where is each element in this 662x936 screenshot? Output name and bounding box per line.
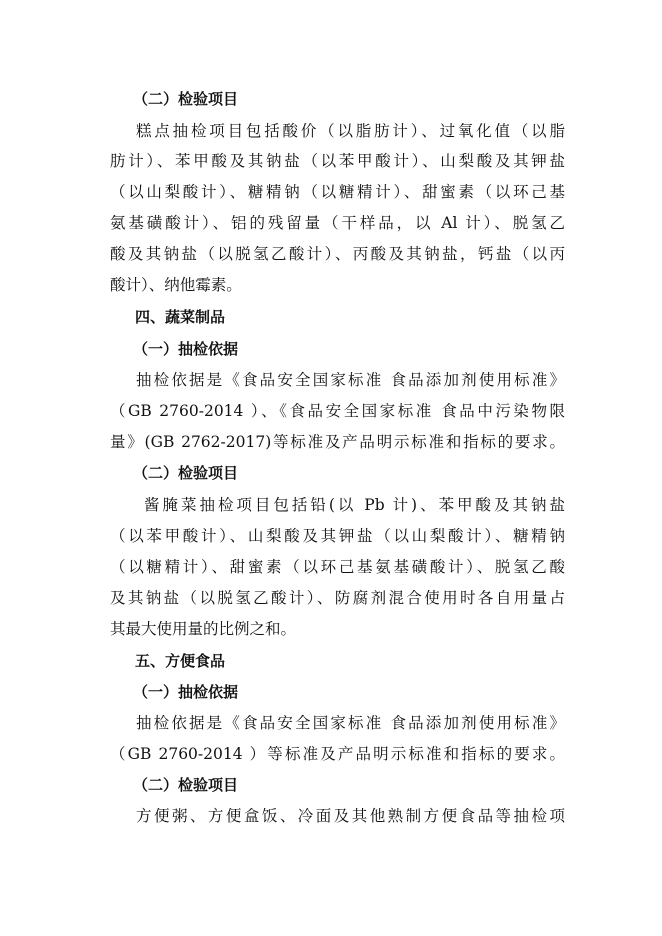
section-5-basis-heading: （一）抽检依据 xyxy=(133,683,239,701)
paragraph-line: 酸计）、纳他霉素。 xyxy=(110,276,242,294)
paragraph-line: 肪计）、苯甲酸及其钠盐（以苯甲酸计）、山梨酸及其钾盐 xyxy=(110,152,565,170)
paragraph-line: 酱腌菜抽检项目包括铅(以 Pb 计)、苯甲酸及其钠盐 xyxy=(144,496,565,514)
paragraph-line: （以山梨酸计）、糖精钠（以糖精计）、甜蜜素（以环己基 xyxy=(110,183,565,201)
paragraph-line: （GB 2760-2014 ）、《食品安全国家标准 食品中污染物限 xyxy=(110,402,565,420)
paragraph-line: 及其钠盐（以脱氢乙酸计）、防腐剂混合使用时各自用量占 xyxy=(110,589,565,607)
paragraph-line: （以糖精计）、甜蜜素（以环己基氨基磺酸计）、脱氢乙酸 xyxy=(110,558,565,576)
section-5-items-heading: （二）检验项目 xyxy=(133,776,239,794)
paragraph-line: 抽检依据是《食品安全国家标准 食品添加剂使用标准》 xyxy=(136,371,565,389)
section-4-title: 四、蔬菜制品 xyxy=(135,308,226,326)
section-5-title: 五、方便食品 xyxy=(135,652,226,670)
section-4-items-heading: （二）检验项目 xyxy=(133,464,239,482)
paragraph-line: 酸及其钠盐（以脱氢乙酸计）、丙酸及其钠盐，钙盐（以丙 xyxy=(110,245,565,263)
paragraph-line: 抽检依据是《食品安全国家标准 食品添加剂使用标准》 xyxy=(136,714,565,732)
paragraph-line: （以苯甲酸计）、山梨酸及其钾盐（以山梨酸计）、糖精钠 xyxy=(110,527,565,545)
paragraph-line: （GB 2760-2014 ）等标准及产品明示标准和指标的要求。 xyxy=(110,745,565,763)
paragraph-line: 方便粥、方便盒饭、冷面及其他熟制方便食品等抽检项 xyxy=(136,807,565,825)
section-3-items-heading: （二）检验项目 xyxy=(133,90,239,108)
paragraph-line: 其最大使用量的比例之和。 xyxy=(110,620,297,638)
section-4-basis-heading: （一）抽检依据 xyxy=(133,340,239,358)
paragraph-line: 量》(GB 2762-2017)等标准及产品明示标准和指标的要求。 xyxy=(110,433,565,451)
paragraph-line: 氨基磺酸计）、铝的残留量（干样品，以 Al 计）、脱氢乙 xyxy=(110,214,565,232)
paragraph-line: 糕点抽检项目包括酸价（以脂肪计）、过氧化值（以脂 xyxy=(136,122,565,140)
